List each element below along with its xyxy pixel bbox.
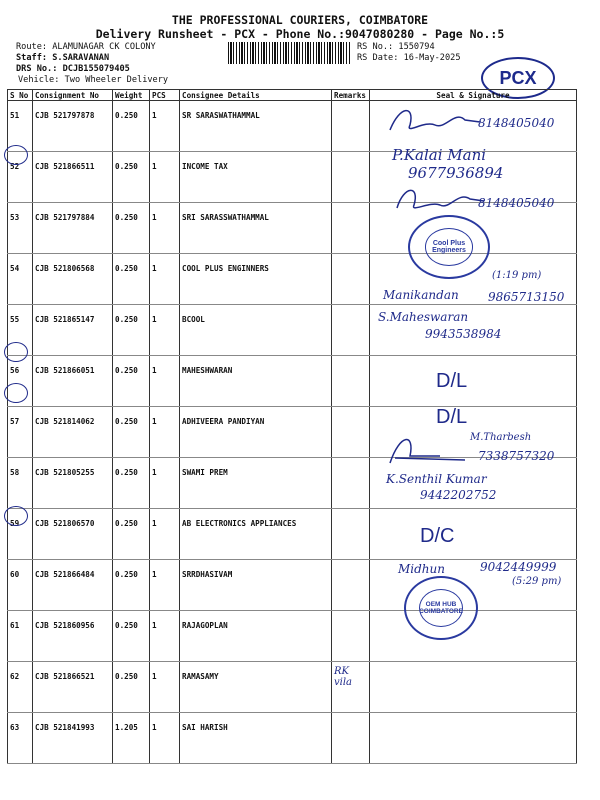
signature-53	[392, 183, 487, 213]
rs-no-line: RS No.: 1550794	[357, 42, 435, 52]
cell-consignment: CJB 521866511	[33, 152, 113, 203]
cell-consignment: CJB 521806570	[33, 509, 113, 560]
signature-59	[380, 428, 470, 468]
cell-pcs: 1	[150, 509, 180, 560]
cell-consignment: CJB 521860956	[33, 611, 113, 662]
cell-weight: 0.250	[113, 254, 150, 305]
table-header-row	[8, 90, 577, 101]
sig-59-name: M.Tharbesh	[470, 432, 532, 443]
cell-signature	[370, 509, 577, 560]
cell-sno: 56	[8, 356, 33, 407]
cell-pcs: 1	[150, 356, 180, 407]
cell-remarks	[332, 101, 370, 152]
col-header-signature: Seal & Signature	[370, 90, 577, 101]
sig-62-name: Midhun	[398, 562, 445, 576]
cell-sno: 54	[8, 254, 33, 305]
cell-weight: 0.250	[113, 407, 150, 458]
table-row	[8, 611, 577, 662]
cell-remarks	[332, 254, 370, 305]
table-row	[8, 203, 577, 254]
signature-51	[385, 100, 485, 140]
cell-consignee: SWAMI PREM	[180, 458, 332, 509]
col-header-pcs: PCS	[150, 90, 180, 101]
cell-remarks: RK vila	[332, 662, 370, 713]
cell-sno: 62	[8, 662, 33, 713]
staff-line: Staff: S.SARAVANAN	[16, 53, 110, 63]
cell-signature	[370, 662, 577, 713]
cell-remarks	[332, 509, 370, 560]
cell-sno: 52	[8, 152, 33, 203]
sig-51-phone: 8148405040	[478, 116, 555, 130]
sig-62-phone: 9042449999	[480, 560, 557, 574]
cell-pcs: 1	[150, 458, 180, 509]
cell-sno: 63	[8, 713, 33, 764]
cell-consignee: RAMASAMY	[180, 662, 332, 713]
staff-value: S.SARAVANAN	[52, 53, 110, 63]
rs-date-line: RS Date: 16-May-2025	[357, 53, 461, 63]
rs-date-value: 16-May-2025	[403, 53, 461, 63]
sig-59-phone: 7338757320	[478, 449, 555, 463]
sno-circle-mark	[4, 342, 28, 362]
cell-pcs: 1	[150, 407, 180, 458]
pcx-stamp: PCX	[481, 57, 555, 99]
cell-pcs: 1	[150, 305, 180, 356]
cell-remarks	[332, 611, 370, 662]
cell-sno: 61	[8, 611, 33, 662]
dl-61: D/C	[420, 525, 455, 547]
cell-remarks	[332, 458, 370, 509]
sig-56-name: S.Maheswaran	[378, 310, 469, 324]
sig-52-phone: 9677936894	[408, 164, 504, 182]
cell-remarks	[332, 203, 370, 254]
drs-line: DRS No.: DCJB155079405	[16, 64, 130, 74]
cell-consignee: AB ELECTRONICS APPLIANCES	[180, 509, 332, 560]
cell-pcs: 1	[150, 713, 180, 764]
cell-remarks	[332, 152, 370, 203]
table-row	[8, 509, 577, 560]
cell-consignee: ADHIVEERA PANDIYAN	[180, 407, 332, 458]
cell-consignment: CJB 521797878	[33, 101, 113, 152]
cell-consignee: BCOOL	[180, 305, 332, 356]
seal-cool-plus: Cool Plus Engineers	[408, 215, 490, 279]
runsheet-table	[7, 89, 577, 764]
cell-remarks	[332, 407, 370, 458]
sig-60-phone: 9442202752	[420, 488, 497, 502]
sig-53-phone: 8148405040	[478, 196, 555, 210]
sig-55-time: (1:19 pm)	[492, 270, 542, 281]
cell-sno: 59	[8, 509, 33, 560]
vehicle-value: Two Wheeler Delivery	[64, 75, 169, 85]
cell-pcs: 1	[150, 254, 180, 305]
cell-consignment: CJB 521841993	[33, 713, 113, 764]
table-row	[8, 713, 577, 764]
cell-consignee: COOL PLUS ENGINNERS	[180, 254, 332, 305]
cell-weight: 0.250	[113, 203, 150, 254]
sig-55-name: Manikandan	[383, 288, 459, 302]
company-title: THE PROFESSIONAL COURIERS, COIMBATORE	[171, 13, 429, 27]
cell-consignee: RAJAGOPLAN	[180, 611, 332, 662]
barcode	[228, 42, 350, 64]
table-row	[8, 662, 577, 713]
runsheet-subtitle: Delivery Runsheet - PCX - Phone No.:9047080280 - Page No.:5	[95, 27, 505, 41]
cell-consignee: SR SARASWATHAMMAL	[180, 101, 332, 152]
cell-consignee: INCOME TAX	[180, 152, 332, 203]
col-header-weight: Weight	[113, 90, 150, 101]
cell-pcs: 1	[150, 560, 180, 611]
cell-consignment: CJB 521866484	[33, 560, 113, 611]
cell-consignment: CJB 521865147	[33, 305, 113, 356]
cell-consignee: MAHESHWARAN	[180, 356, 332, 407]
cell-sno: 55	[8, 305, 33, 356]
vehicle-line: Vehicle: Two Wheeler Delivery	[18, 75, 169, 85]
sig-56-phone: 9943538984	[425, 327, 502, 341]
cell-weight: 0.250	[113, 560, 150, 611]
sno-circle-mark	[4, 383, 28, 403]
cell-remarks	[332, 560, 370, 611]
cell-weight: 0.250	[113, 101, 150, 152]
cell-weight: 0.250	[113, 356, 150, 407]
cell-remarks	[332, 713, 370, 764]
cell-consignment: CJB 521797884	[33, 203, 113, 254]
sig-60-name: K.Senthil Kumar	[386, 472, 487, 486]
dl-57: D/L	[436, 370, 468, 392]
cell-signature	[370, 713, 577, 764]
cell-weight: 0.250	[113, 305, 150, 356]
cell-pcs: 1	[150, 101, 180, 152]
cell-remarks	[332, 356, 370, 407]
cell-pcs: 1	[150, 152, 180, 203]
cell-sno: 57	[8, 407, 33, 458]
cell-signature	[370, 356, 577, 407]
cell-consignment: CJB 521806568	[33, 254, 113, 305]
cell-sno: 53	[8, 203, 33, 254]
seal-oem-hub: OEM HUB COIMBATORE	[404, 576, 478, 640]
cell-consignee: SRI SARASSWATHAMMAL	[180, 203, 332, 254]
cell-weight: 0.250	[113, 662, 150, 713]
cell-consignment: CJB 521866521	[33, 662, 113, 713]
cell-sno: 58	[8, 458, 33, 509]
col-header-remarks: Remarks	[332, 90, 370, 101]
cell-consignment: CJB 521805255	[33, 458, 113, 509]
cell-pcs: 1	[150, 203, 180, 254]
sig-52-name: P.Kalai Mani	[392, 146, 487, 164]
drs-value: DCJB155079405	[62, 64, 130, 74]
sig-62-time: (5:29 pm)	[512, 576, 562, 587]
cell-consignment: CJB 521866051	[33, 356, 113, 407]
cell-sno: 60	[8, 560, 33, 611]
cell-consignee: SAI HARISH	[180, 713, 332, 764]
cell-remarks	[332, 305, 370, 356]
sig-55-phone: 9865713150	[488, 290, 565, 304]
sno-circle-mark	[4, 145, 28, 165]
cell-weight: 1.205	[113, 713, 150, 764]
route-line: Route: ALAMUNAGAR CK COLONY	[16, 42, 156, 52]
cell-pcs: 1	[150, 662, 180, 713]
route-value: ALAMUNAGAR CK COLONY	[52, 42, 156, 52]
cell-pcs: 1	[150, 611, 180, 662]
cell-weight: 0.250	[113, 152, 150, 203]
cell-sno: 51	[8, 101, 33, 152]
cell-weight: 0.250	[113, 611, 150, 662]
cell-consignment: CJB 521814062	[33, 407, 113, 458]
cell-weight: 0.250	[113, 458, 150, 509]
table-row	[8, 356, 577, 407]
sno-circle-mark	[4, 506, 28, 526]
cell-consignee: SRRDHASIVAM	[180, 560, 332, 611]
rs-no-value: 1550794	[398, 42, 435, 52]
col-header-consignment: Consignment No	[33, 90, 113, 101]
col-header-consignee: Consignee Details	[180, 90, 332, 101]
cell-weight: 0.250	[113, 509, 150, 560]
col-header-sno: S No	[8, 90, 33, 101]
dl-58: D/L	[436, 406, 468, 428]
